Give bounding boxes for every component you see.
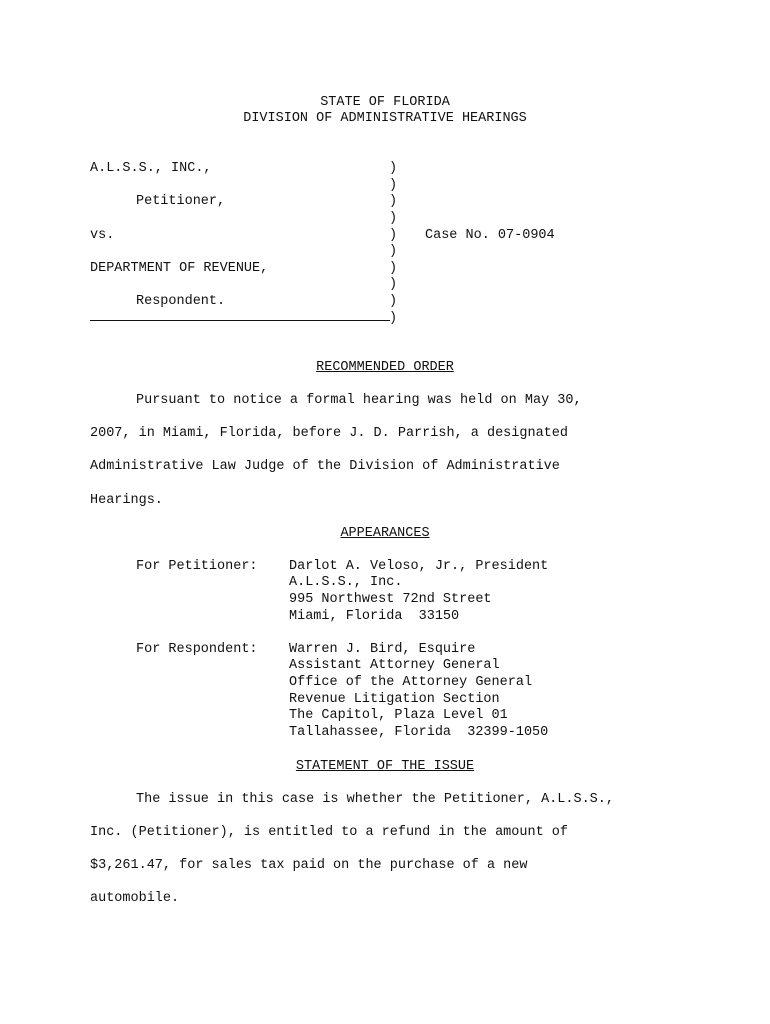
- order-title: RECOMMENDED ORDER: [316, 360, 454, 375]
- caption-paren: ): [389, 294, 398, 309]
- petitioner-label: For Petitioner:: [136, 559, 258, 574]
- intro-line: Pursuant to notice a formal hearing was held on May 30,: [136, 393, 582, 408]
- respondent-address-line: Assistant Attorney General: [289, 658, 500, 673]
- respondent-address-line: The Capitol, Plaza Level 01: [289, 708, 508, 723]
- issue-line: Inc. (Petitioner), is entitled to a refund in the amount of: [90, 825, 568, 840]
- petitioner-address-line: Miami, Florida 33150: [289, 609, 460, 624]
- caption-paren: ): [389, 244, 398, 259]
- respondent-address-line: Tallahassee, Florida 32399-1050: [289, 725, 549, 740]
- caption-paren: ): [389, 161, 398, 176]
- respondent-name: DEPARTMENT OF REVENUE,: [90, 261, 269, 276]
- respondent-address-line: Warren J. Bird, Esquire: [289, 642, 476, 657]
- case-number: Case No. 07-0904: [425, 228, 555, 243]
- issue-line: The issue in this case is whether the Petitioner, A.L.S.S.,: [136, 792, 614, 807]
- respondent-label: For Respondent:: [136, 642, 258, 657]
- caption-paren: ): [389, 311, 398, 326]
- respondent-address-line: Revenue Litigation Section: [289, 692, 500, 707]
- petitioner-address-line: A.L.S.S., Inc.: [289, 575, 403, 590]
- header-state: STATE OF FLORIDA: [320, 95, 450, 110]
- caption-paren: ): [389, 194, 398, 209]
- issue-line: automobile.: [90, 891, 180, 906]
- petitioner-role: Petitioner,: [136, 194, 226, 209]
- issue-title: STATEMENT OF THE ISSUE: [295, 759, 475, 774]
- intro-line: Administrative Law Judge of the Division of Administrative: [90, 459, 560, 474]
- respondent-role: Respondent.: [136, 294, 226, 309]
- intro-line: 2007, in Miami, Florida, before J. D. Parrish, a designated: [90, 426, 568, 441]
- intro-line: Hearings.: [90, 493, 163, 508]
- versus: vs.: [90, 228, 115, 243]
- respondent-address-line: Office of the Attorney General: [289, 675, 533, 690]
- caption-paren: ): [389, 277, 398, 292]
- issue-line: $3,261.47, for sales tax paid on the purchase of a new: [90, 858, 528, 873]
- header-division: DIVISION OF ADMINISTRATIVE HEARINGS: [243, 111, 527, 126]
- petitioner-name: A.L.S.S., INC.,: [90, 161, 212, 176]
- caption-paren: ): [389, 178, 398, 193]
- caption-underline: [90, 320, 390, 321]
- caption-paren: ): [389, 228, 398, 243]
- caption-paren: ): [389, 211, 398, 226]
- petitioner-address-line: Darlot A. Veloso, Jr., President: [289, 559, 549, 574]
- appearances-title: APPEARANCES: [340, 526, 430, 541]
- petitioner-address-line: 995 Northwest 72nd Street: [289, 592, 492, 607]
- caption-paren: ): [389, 261, 398, 276]
